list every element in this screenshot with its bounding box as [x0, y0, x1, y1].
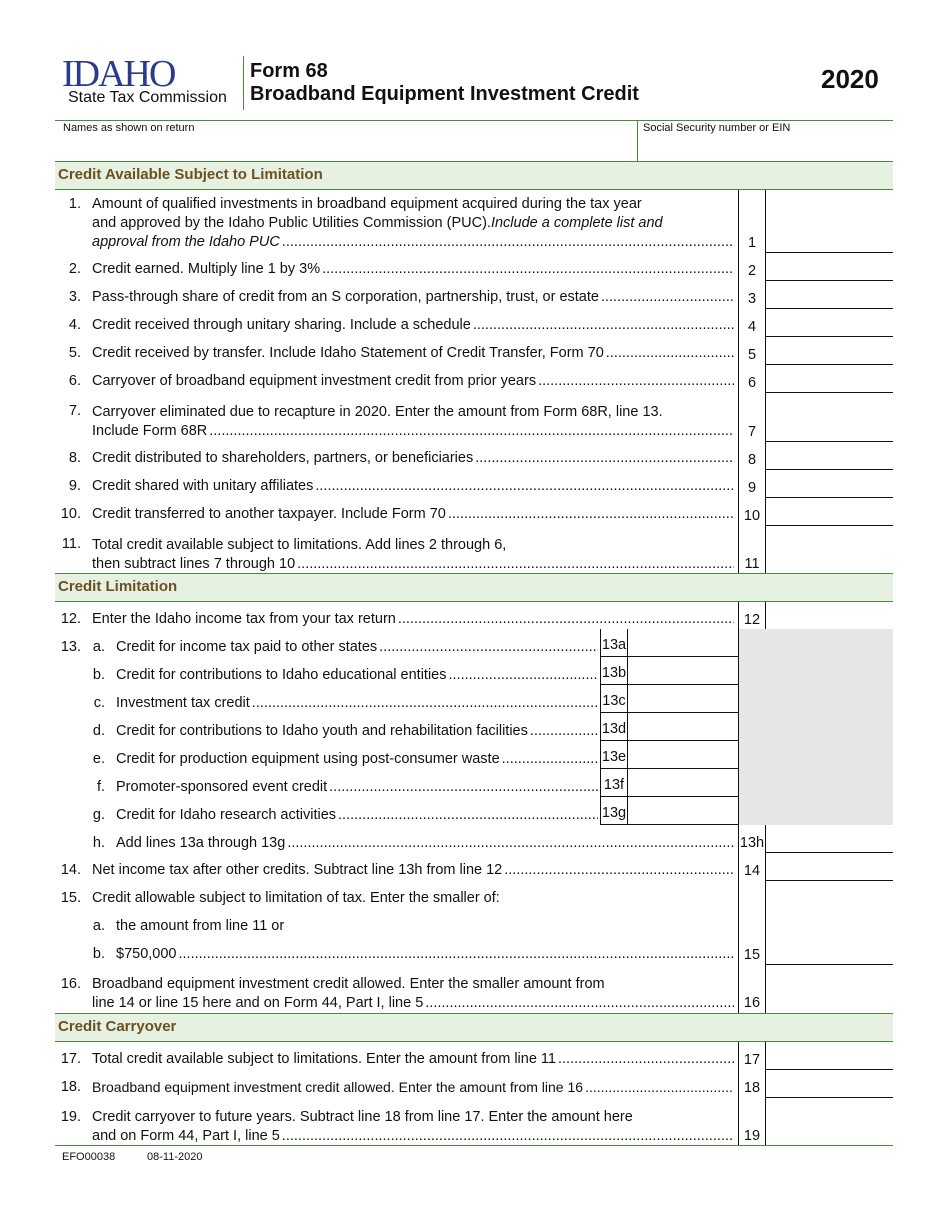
line-number-box: 9 — [738, 470, 766, 498]
line-description — [92, 344, 734, 363]
line-text: and approved by the Idaho Public Utilities Commission (PUC). — [92, 215, 491, 231]
bottom-rule — [55, 1145, 893, 1146]
line-description — [92, 610, 734, 629]
line-6-amount[interactable] — [766, 365, 893, 393]
line-number-box: 13h — [738, 825, 766, 853]
line-text: Credit for Idaho research activities — [116, 807, 337, 823]
line-number: 18. — [60, 1079, 81, 1095]
dot-leader — [448, 666, 598, 685]
line-text: Carryover of broadband equipment investment credit from prior years — [92, 373, 537, 389]
line-13a — [55, 629, 893, 657]
line-number: 12. — [60, 611, 81, 627]
line-description — [92, 372, 734, 391]
line-19-amount[interactable] — [766, 1098, 893, 1146]
line-description — [92, 889, 734, 908]
dot-leader — [379, 638, 598, 657]
dot-leader — [448, 505, 734, 524]
line-number: 9. — [68, 478, 81, 494]
line-8 — [55, 442, 893, 470]
line-text: Credit transferred to another taxpayer. Include Form 70 — [92, 506, 446, 522]
form-year: 2020 — [821, 64, 879, 94]
line-letter: a. — [92, 639, 105, 655]
line-13c — [55, 685, 893, 713]
line-13e-amount[interactable] — [628, 741, 738, 769]
line-number-box: 7 — [738, 393, 766, 442]
line-text: Credit for contributions to Idaho educational entities — [116, 667, 447, 683]
section-credit-carryover — [55, 1013, 893, 1042]
line-text: Credit for contributions to Idaho youth and rehabilitation facilities — [116, 723, 528, 739]
line-number-box: 5 — [738, 337, 766, 365]
line-19 — [55, 1098, 893, 1146]
dot-leader — [178, 945, 734, 964]
line-description — [116, 722, 598, 741]
line-number-box: 6 — [738, 365, 766, 393]
line-2 — [55, 253, 893, 281]
line-text: Broadband equipment investment credit allowed. Enter the amount from line 16 — [92, 1079, 584, 1095]
line-text-italic: Include a complete list and — [490, 215, 663, 231]
line-14-amount[interactable] — [766, 853, 893, 881]
section-credit-limitation — [55, 573, 893, 602]
dot-leader — [287, 834, 734, 853]
line-letter: d. — [92, 723, 105, 739]
line-description — [92, 975, 734, 1013]
line-number-box: 18 — [738, 1070, 766, 1098]
line-text: Credit shared with unitary affiliates — [92, 478, 314, 494]
dot-leader — [322, 260, 734, 279]
line-text: Investment tax credit — [116, 695, 250, 711]
agency-logo — [60, 53, 238, 108]
line-number-box: 13b — [600, 657, 628, 685]
line-text: Credit allowable subject to limitation of tax. Enter the smaller of: — [92, 890, 500, 906]
line-12-amount[interactable] — [766, 602, 893, 630]
line-number-box: 13f — [600, 769, 628, 797]
line-number: 16. — [60, 976, 81, 992]
dot-leader — [297, 555, 734, 574]
line-description — [92, 1108, 734, 1146]
line-description — [116, 917, 734, 936]
line-text: then subtract lines 7 through 10 — [92, 556, 296, 572]
line-letter: e. — [92, 751, 105, 767]
line-10 — [55, 498, 893, 526]
line-text: Pass-through share of credit from an S corporation, partnership, trust, or estate — [92, 289, 599, 305]
line-9 — [55, 470, 893, 498]
line-description — [92, 477, 734, 496]
line-18 — [55, 1070, 893, 1098]
agency-name: State Tax Commission — [68, 89, 227, 106]
line-text: the amount from line 11 or — [116, 918, 285, 934]
line-11 — [55, 526, 893, 574]
line-14 — [55, 853, 893, 881]
logo-wordmark: IDAHO — [62, 53, 175, 95]
dot-leader — [538, 372, 734, 391]
line-description — [116, 834, 734, 853]
line-number: 6. — [68, 373, 81, 389]
line-number-box: 11 — [738, 526, 766, 574]
line-4 — [55, 309, 893, 337]
line-text: Add lines 13a through 13g — [116, 835, 286, 851]
line-number: 19. — [60, 1109, 81, 1125]
dot-leader — [338, 806, 598, 825]
line-13f — [55, 769, 893, 797]
section-title-credit-limitation: Credit Limitation — [58, 578, 178, 595]
line-11-amount[interactable] — [766, 526, 893, 574]
line-number-box: 4 — [738, 309, 766, 337]
line-number: 13. — [60, 639, 81, 655]
line-description — [92, 260, 734, 279]
line-letter: g. — [92, 807, 105, 823]
line-number-box: 1 — [738, 190, 766, 253]
line-number: 17. — [60, 1051, 81, 1067]
section-credit-available — [55, 161, 893, 190]
line-number-box: 13c — [600, 685, 628, 713]
revision-date: 08-11-2020 — [147, 1151, 203, 1163]
line-text: line 14 or line 15 here and on Form 44, Part I, line 5 — [92, 995, 424, 1011]
line-text: Credit earned. Multiply line 1 by 3% — [92, 261, 321, 277]
line-number: 3. — [68, 289, 81, 305]
dot-leader — [601, 288, 734, 307]
line-description — [116, 666, 598, 685]
line-text: Credit received through unitary sharing. Include a schedule — [92, 317, 471, 333]
dot-leader — [585, 1078, 734, 1097]
dot-leader — [282, 233, 734, 252]
line-text: Credit for income tax paid to other states — [116, 639, 378, 655]
form-code: EFO00038 — [62, 1151, 116, 1163]
line-letter: h. — [92, 835, 105, 851]
line-1 — [55, 190, 893, 253]
line-number-box: 10 — [738, 498, 766, 526]
line-description — [92, 449, 734, 468]
line-number-box: 8 — [738, 442, 766, 470]
line-number-box: 19 — [738, 1098, 766, 1146]
line-number: 5. — [68, 345, 81, 361]
line-17 — [55, 1042, 893, 1070]
line-text: Total credit available subject to limitations. Add lines 2 through 6, — [92, 537, 507, 553]
line-12 — [55, 602, 893, 630]
line-15 — [55, 881, 893, 965]
line-number-box: 13d — [600, 713, 628, 741]
line-13h-amount[interactable] — [766, 825, 893, 853]
line-description — [92, 505, 734, 524]
line-text: Net income tax after other credits. Subtract line 13h from line 12 — [92, 862, 503, 878]
line-13d — [55, 713, 893, 741]
line-number: 14. — [60, 862, 81, 878]
line-description — [92, 1078, 734, 1097]
line-number-box: 12 — [738, 602, 766, 630]
names-top-rule — [55, 120, 893, 121]
line-6 — [55, 365, 893, 393]
line-13e — [55, 741, 893, 769]
line-number-box: 13g — [600, 797, 628, 825]
dot-leader — [398, 610, 734, 629]
line-5-amount[interactable] — [766, 337, 893, 365]
line-number: 11. — [61, 536, 81, 552]
line-13d-amount[interactable] — [628, 713, 738, 741]
dot-leader — [530, 722, 598, 741]
line-7-amount[interactable] — [766, 393, 893, 442]
line-letter: a. — [92, 918, 105, 934]
line-text: Credit carryover to future years. Subtract line 18 from line 17. Enter the amount here — [92, 1109, 633, 1125]
line-letter: c. — [93, 695, 105, 711]
line-number-box: 14 — [738, 853, 766, 881]
line-5 — [55, 337, 893, 365]
line-number: 2. — [68, 261, 81, 277]
dot-leader — [425, 994, 734, 1013]
form-title: Broadband Equipment Investment Credit — [250, 83, 639, 105]
line-number: 15. — [60, 890, 81, 906]
line-text: and on Form 44, Part I, line 5 — [92, 1128, 280, 1144]
line-text: Promoter-sponsored event credit — [116, 779, 328, 795]
line-1-amount[interactable] — [766, 190, 893, 253]
line-text: Credit distributed to shareholders, partners, or beneficiaries — [92, 450, 474, 466]
section-title-credit-carryover: Credit Carryover — [58, 1018, 177, 1035]
line-number-box: 2 — [738, 253, 766, 281]
line-description — [116, 638, 598, 657]
line-description — [116, 694, 598, 713]
section-title-credit-available: Credit Available Subject to Limitation — [58, 166, 323, 183]
line-13b — [55, 657, 893, 685]
line-description — [92, 1050, 734, 1069]
line-description — [92, 316, 734, 335]
line-13b-amount[interactable] — [628, 657, 738, 685]
line-description — [116, 806, 598, 825]
line-number-box: 13a — [600, 629, 628, 657]
line-16 — [55, 965, 893, 1013]
line-description — [116, 945, 734, 964]
line-text: $750,000 — [116, 946, 177, 962]
line-number: 4. — [68, 317, 81, 333]
line-18-amount[interactable] — [766, 1070, 893, 1098]
line-description — [92, 536, 734, 574]
line-text: Total credit available subject to limitations. Enter the amount from line 11 — [92, 1051, 556, 1067]
line-description — [92, 403, 734, 441]
line-text: Broadband equipment investment credit allowed. Enter the smaller amount from — [92, 976, 605, 992]
line-text: Carryover eliminated due to recapture in 2020. Enter the amount from Form 68R, line 13. — [92, 404, 663, 420]
line-number: 8. — [68, 450, 81, 466]
dot-leader — [315, 477, 734, 496]
line-13g-amount[interactable] — [628, 797, 738, 825]
line-number: 10. — [60, 506, 81, 522]
ssn-label: Social Security number or EIN — [643, 122, 791, 134]
ssn-input[interactable] — [638, 137, 893, 161]
line-description — [116, 750, 598, 769]
dot-leader — [252, 694, 598, 713]
line-text: Enter the Idaho income tax from your tax return — [92, 611, 396, 627]
line-17-amount[interactable] — [766, 1042, 893, 1070]
line-description — [92, 195, 734, 252]
dot-leader — [282, 1127, 734, 1146]
line-text: Include Form 68R — [92, 423, 208, 439]
line-3-amount[interactable] — [766, 281, 893, 309]
line-number-box: 3 — [738, 281, 766, 309]
line-13a-amount[interactable] — [628, 629, 738, 657]
dot-leader — [329, 778, 598, 797]
line-number-box: 13e — [600, 741, 628, 769]
line-13h — [55, 825, 893, 853]
line-text: Amount of qualified investments in broadband equipment acquired during the tax year — [92, 196, 642, 212]
line-letter: b. — [92, 667, 105, 683]
line-text: Credit for production equipment using post-consumer waste — [116, 751, 500, 767]
line-9-amount[interactable] — [766, 470, 893, 498]
form-number: Form 68 — [250, 60, 328, 82]
line-10-amount[interactable] — [766, 498, 893, 526]
dot-leader — [475, 449, 734, 468]
names-label: Names as shown on return — [63, 122, 195, 134]
line-description — [116, 778, 598, 797]
line-16-amount[interactable] — [766, 965, 893, 1013]
line-8-amount[interactable] — [766, 442, 893, 470]
line-4-amount[interactable] — [766, 309, 893, 337]
line-2-amount[interactable] — [766, 253, 893, 281]
line-13g — [55, 797, 893, 825]
dot-leader — [502, 750, 598, 769]
names-input[interactable] — [55, 137, 637, 161]
line-number-box: 17 — [738, 1042, 766, 1070]
line-7 — [55, 393, 893, 442]
line-number: 1. — [68, 196, 81, 212]
line-13f-amount[interactable] — [628, 769, 738, 797]
line-description — [92, 288, 734, 307]
dot-leader — [558, 1050, 734, 1069]
line-number-box: 16 — [738, 965, 766, 1013]
dot-leader — [209, 422, 734, 441]
line-13c-amount[interactable] — [628, 685, 738, 713]
line-description — [92, 861, 734, 880]
line-text: Credit received by transfer. Include Idaho Statement of Credit Transfer, Form 70 — [92, 345, 604, 361]
line-3 — [55, 281, 893, 309]
dot-leader — [606, 344, 734, 363]
header-divider — [243, 56, 244, 110]
line-15-amount[interactable] — [766, 881, 893, 965]
dot-leader — [504, 861, 734, 880]
dot-leader — [473, 316, 734, 335]
line-letter: f. — [96, 779, 105, 795]
line-number: 7. — [68, 403, 81, 419]
line-text-italic: approval from the Idaho PUC — [92, 234, 280, 250]
line-number-box: 15 — [738, 881, 766, 965]
line-letter: b. — [92, 946, 105, 962]
